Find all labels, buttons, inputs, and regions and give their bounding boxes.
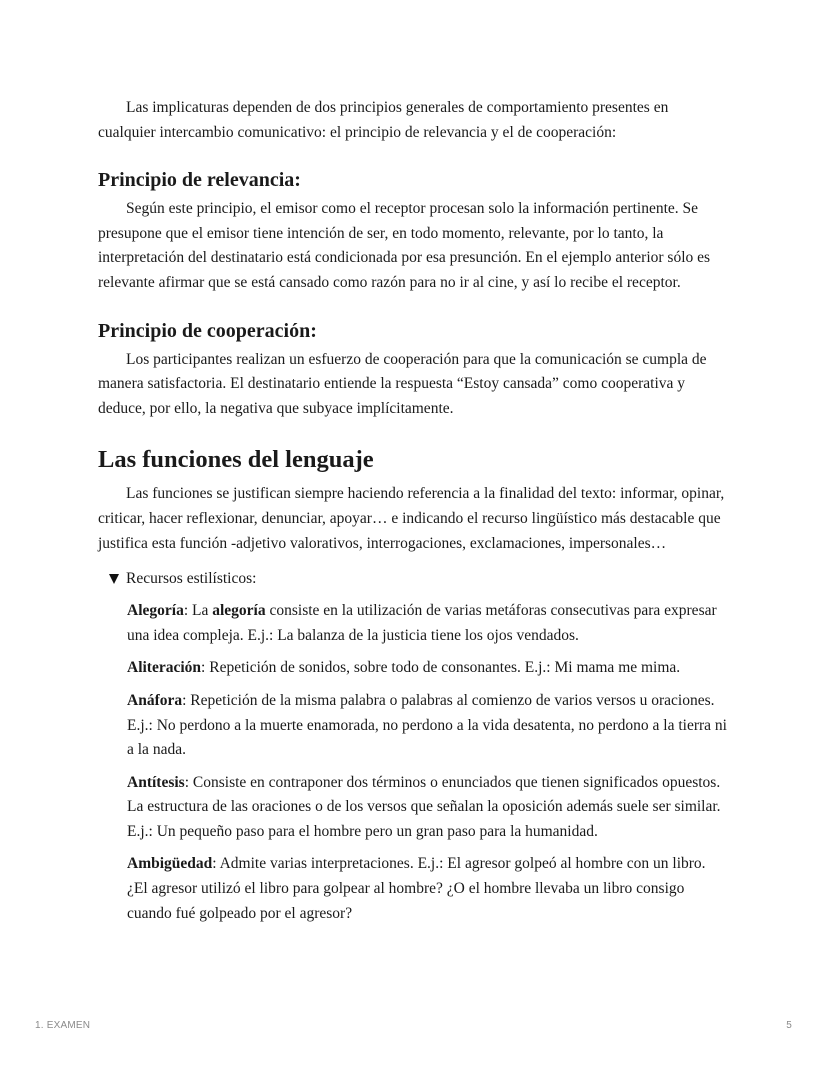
recurso-term: Aliteración [127, 659, 202, 677]
recurso-term-inline: alegoría [212, 602, 266, 620]
footer-section-label: 1. EXAMEN [35, 1020, 91, 1031]
heading-cooperacion: Principio de cooperación: [98, 319, 317, 342]
recurso-term: Antítesis [127, 773, 185, 791]
recurso-item: Alegoría: La alegoría consiste en la utilización de varias metáforas consecutivas para expresar una idea compleja. E.j.: La balanza de la justicia tiene los ojos vendados. [127, 602, 717, 644]
recurso-item: Ambigüedad: Admite varias interpretaciones. E.j.: El agresor golpeó al hombre con un libro. ¿El agresor utilizó el libro para golpear al hombre? ¿O el hombre llevaba un libro consigo cuando fué golpeado por el agresor? [127, 855, 706, 922]
recursos-list [127, 599, 728, 926]
recursos-summary-label: Recursos estilísticos: [126, 570, 257, 588]
heading-funciones: Las funciones del lenguaje [98, 446, 374, 474]
recurso-definition: Consiste en contraponer dos términos o enunciados que tienen significados opuestos. La estructura de las oraciones o de los versos que señalan la oposición además suele ser similar. E.j.: Un pequeño paso para el hombre pero un gran paso para la humanidad. [127, 773, 721, 840]
intro-paragraph: Las implicaturas dependen de dos principios generales de comportamiento presentes en cualquier intercambio comunicativo: el principio de relevancia y el de cooperación: [98, 99, 669, 141]
recurso-term: Ambigüedad [127, 855, 213, 873]
recurso-definition: consiste en la utilización de varias metáforas consecutivas para expresar una idea compleja. E.j.: La balanza de la justicia tiene los ojos vendados. [127, 602, 717, 644]
recurso-item: Aliteración: Repetición de sonidos, sobre todo de consonantes. E.j.: Mi mama me mima. [127, 659, 681, 677]
recurso-definition: Admite varias interpretaciones. E.j.: El agresor golpeó al hombre con un libro. ¿El agresor utilizó el libro para golpear al hombre? ¿O el hombre llevaba un libro consigo cuando fué golpeado por el agresor? [127, 855, 706, 922]
recurso-term: Anáfora [127, 691, 183, 709]
recurso-definition: Repetición de sonidos, sobre todo de consonantes. E.j.: Mi mama me mima. [209, 659, 681, 677]
cooperacion-paragraph: Los participantes realizan un esfuerzo de cooperación para que la comunicación se cumpla de manera satisfactoria. El destinatario entiende la respuesta “Estoy cansada” como cooperativa y deduce, por ello, la negativa que subyace implícitamente. [98, 350, 707, 417]
relevancia-paragraph: Según este principio, el emisor como el receptor procesan solo la información pertinente. Se presupone que el emisor tiene intención de ser, en todo momento, relevante, por lo tanto, la interpretación del destinatario está condicionada por esa presunción. En el ejemplo anterior sólo es relevante afirmar que se está cansado como razón para no ir al cine, y así lo recibe el receptor. [98, 200, 711, 291]
disclosure-triangle-icon[interactable] [109, 574, 119, 584]
footer-page-number: 5 [786, 1020, 792, 1031]
recurso-definition: Repetición de la misma palabra o palabras al comienzo de varios versos u oraciones. E.j.: No perdono a la muerte enamorada, no perdono a la vida desatenta, no perdono a la tierra ni a la nada. [127, 691, 727, 759]
recursos-toggle[interactable] [98, 567, 728, 591]
funciones-paragraph: Las funciones se justifican siempre haciendo referencia a la finalidad del texto: informar, opinar, criticar, hacer reflexionar, denunciar, apoyar… e indicando el recurso lingüístico más destacable que justifica esta función -adjetivo valorativos, interrogaciones, exclamaciones, impersonales… [98, 485, 725, 552]
recurso-item: Anáfora: Repetición de la misma palabra o palabras al comienzo de varios versos u oraciones. E.j.: No perdono a la muerte enamorada, no perdono a la vida desatenta, no perdono a la tierra ni a la nada. [127, 691, 727, 759]
recurso-item: Antítesis: Consiste en contraponer dos términos o enunciados que tienen significados opuestos. La estructura de las oraciones o de los versos que señalan la oposición además suele ser similar. E.j.: Un pequeño paso para el hombre pero un gran paso para la humanidad. [127, 773, 721, 840]
heading-relevancia: Principio de relevancia: [98, 169, 301, 192]
page-content [98, 96, 728, 934]
recurso-term: Alegoría [127, 602, 184, 620]
